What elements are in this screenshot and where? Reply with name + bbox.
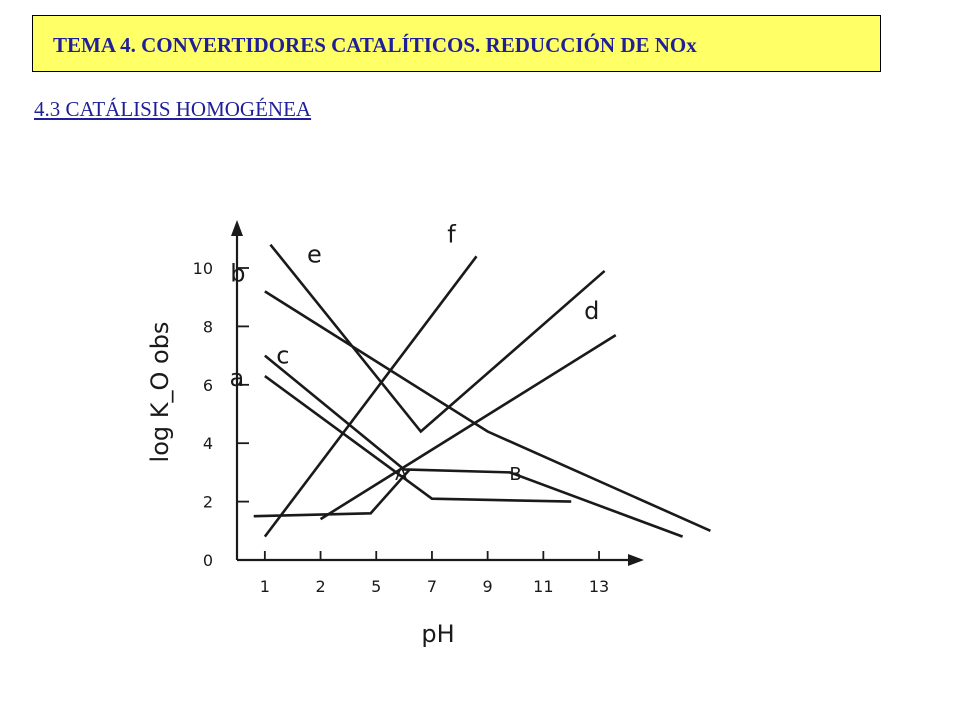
series-label: d: [584, 297, 600, 326]
x-tick-label: 1: [259, 577, 270, 596]
x-axis-label: pH: [421, 620, 455, 648]
y-tick-label: 0: [202, 551, 213, 570]
x-tick-label: 9: [482, 577, 493, 596]
series-line-f: [265, 256, 477, 536]
series-line-flat: [254, 469, 410, 516]
series-label: f: [447, 220, 456, 249]
point-annotation: B: [509, 464, 522, 486]
y-tick-label: 2: [202, 492, 213, 512]
y-tick-label: 10: [192, 259, 213, 278]
x-tick-label: 7: [426, 577, 438, 596]
series-line-e: [270, 245, 604, 432]
y-tick-label: 6: [202, 375, 213, 395]
series-label: e: [307, 240, 322, 269]
series-label: a: [229, 364, 245, 393]
series-line-c: [265, 356, 683, 537]
section-heading: 4.3 CATÁLISIS HOMOGÉNEA: [34, 97, 312, 121]
x-tick-label: 2: [315, 577, 326, 596]
series-label: b: [230, 259, 246, 288]
series-label: c: [276, 341, 290, 370]
series-line-a: [265, 376, 571, 502]
x-tick-label: 5: [371, 577, 382, 596]
x-axis-arrowhead: [628, 554, 644, 566]
y-axis-label: log K_O obs: [146, 321, 174, 463]
y-tick-label: 4: [202, 434, 213, 454]
y-tick-label: 8: [202, 317, 213, 337]
page-title: TEMA 4. CONVERTIDORES CATALÍTICOS. REDUCCIÓN DE NOx: [53, 33, 697, 57]
point-annotation: A: [395, 464, 408, 486]
x-tick-label: 13: [588, 577, 610, 596]
y-axis-arrowhead: [231, 220, 243, 236]
x-tick-label: 11: [533, 577, 554, 596]
